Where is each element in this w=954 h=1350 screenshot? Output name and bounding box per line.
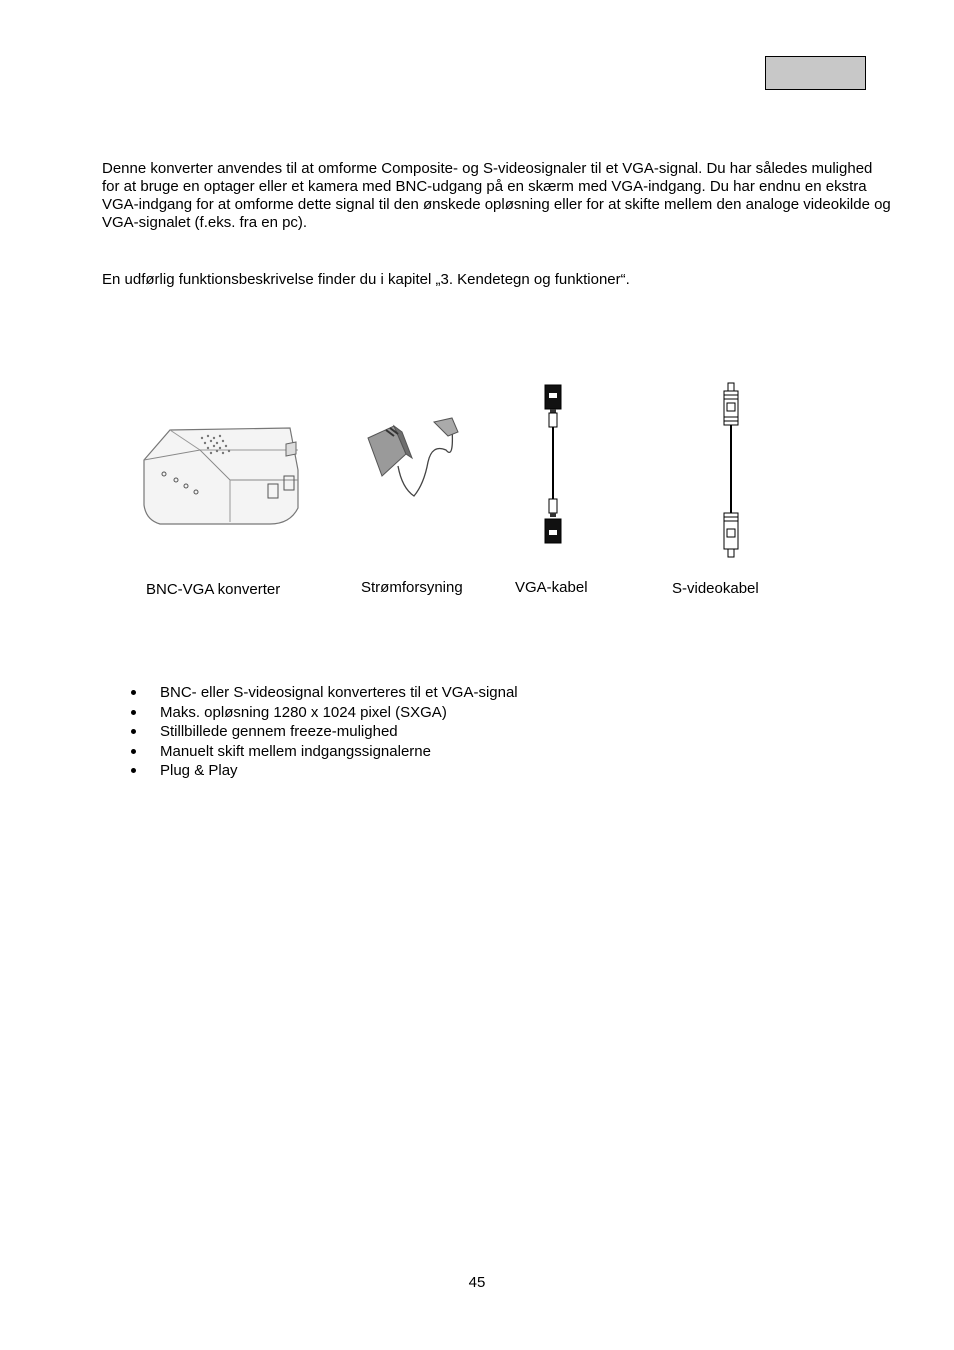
bullet-icon	[131, 749, 136, 754]
features-list	[128, 683, 518, 781]
contents-label-converter: BNC-VGA konverter	[146, 581, 281, 598]
bullet-icon	[131, 729, 136, 734]
feature-text: Stillbillede gennem freeze-mulighed	[160, 723, 398, 740]
list-item	[128, 683, 518, 703]
feature-text: Manuelt skift mellem indgangssignalerne	[160, 742, 431, 760]
converter-icon	[140, 420, 302, 530]
language-tab-box	[765, 56, 866, 90]
page-number: 45	[468, 1274, 486, 1291]
list-item	[128, 742, 518, 762]
bullet-icon	[131, 768, 136, 773]
intro-paragraph: Denne konverter anvendes til at omforme Composite- og S-videosignaler til et VGA-signal. Du har således mulighed for at bruge en optager eller et kamera med BNC-udgang på en skærm med VGA-indgang. Du har endnu en ekstra VGA-indgang for at omforme dette signal til den ønskede opløsning eller for at skifte mellem den analoge videokilde og VGA-signalet (f.eks. fra en pc).	[102, 160, 891, 231]
contents-label-vga-cable: VGA-kabel	[515, 579, 588, 596]
reference-paragraph: En udførlig funktionsbeskrivelse finder du i kapitel „3. Kendetegn og funktioner“.	[102, 271, 630, 288]
list-item	[128, 722, 518, 742]
contents-label-svideo-cable: S-videokabel	[672, 580, 759, 597]
contents-label-power-supply: Strømforsyning	[361, 579, 463, 596]
feature-text: Maks. opløsning 1280 x 1024 pixel (SXGA)	[160, 703, 447, 721]
list-item	[128, 703, 518, 723]
feature-text: Plug & Play	[160, 762, 238, 779]
vga-cable-icon	[540, 383, 566, 547]
list-item	[128, 761, 518, 781]
feature-text: BNC- eller S-videosignal konverteres til et VGA-signal	[160, 684, 518, 701]
power-adapter-icon	[362, 414, 472, 504]
bullet-icon	[131, 710, 136, 715]
bullet-icon	[131, 690, 136, 695]
svideo-cable-icon	[719, 381, 743, 561]
